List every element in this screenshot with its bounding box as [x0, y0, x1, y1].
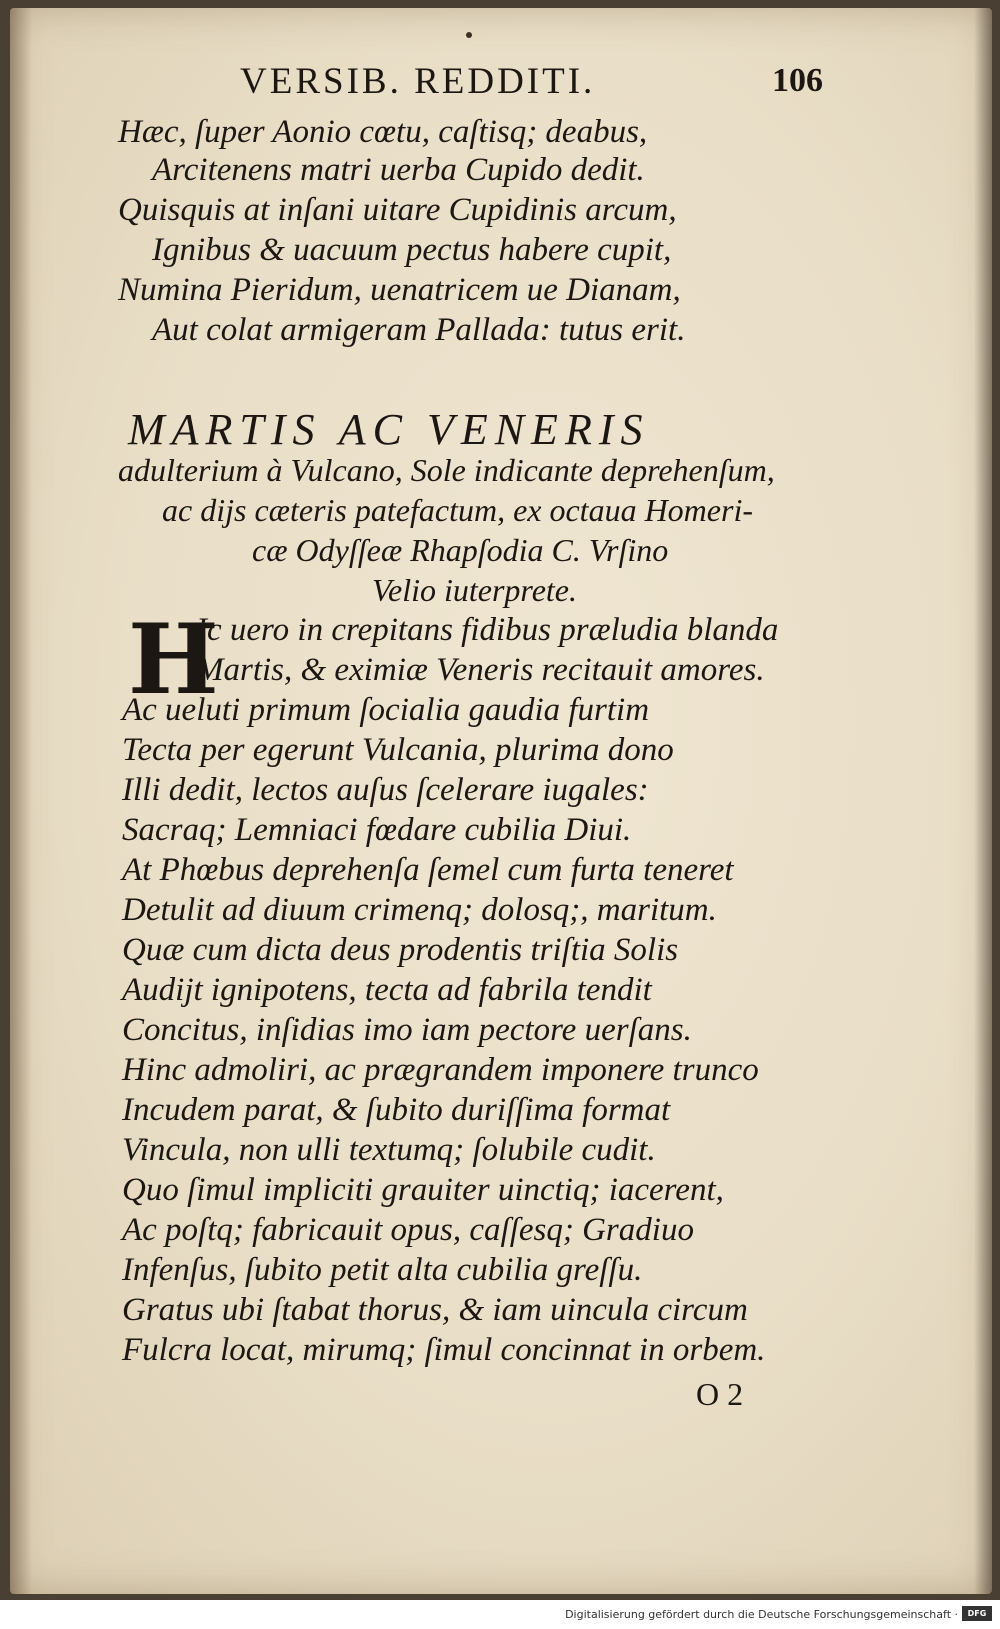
digitization-footer: [0, 1600, 1000, 1629]
verse-line: Ic uero in crepitans fidibus præludia blanda: [196, 612, 779, 648]
verse-line: Numina Pieridum, uenatricem ue Dianam,: [118, 272, 681, 308]
funding-credit: Digitalisierung gefördert durch die Deutsche Forschungsgemeinschaft ·: [565, 1608, 958, 1621]
verse-line: Hinc admoliri, ac prægrandem imponere trunco: [122, 1052, 759, 1088]
verse-line: At Phœbus deprehenſa ſemel cum furta teneret: [122, 852, 734, 888]
verse-line: Vincula, non ulli textumq; ſolubile cudit.: [122, 1132, 656, 1168]
verse-line: Quisquis at inſani uitare Cupidinis arcum,: [118, 192, 677, 228]
drop-cap: H: [128, 603, 219, 716]
verse-line: Arcitenens matri uerba Cupido dedit.: [152, 152, 645, 188]
verse-line: Detulit ad diuum crimenq; dolosq;, maritum.: [122, 892, 717, 928]
running-head: VERSIB. REDDITI.: [240, 61, 596, 102]
verse-line: Ac ueluti primum ſocialia gaudia furtim: [122, 692, 650, 728]
verse-line: Infenſus, ſubito petit alta cubilia greſſu.: [122, 1252, 643, 1288]
verse-line: Audijt ignipotens, tecta ad fabrila tendit: [122, 972, 652, 1008]
verse-line: Incudem parat, & ſubito duriſſima format: [122, 1092, 671, 1128]
dfg-logo-icon: DFG: [962, 1606, 992, 1621]
section-subtitle: ac dijs cæteris patefactum, ex octaua Homeri-: [162, 492, 753, 528]
verse-line: Ignibus & uacuum pectus habere cupit,: [152, 232, 672, 268]
verse-line: Martis, & eximiæ Veneris recitauit amores.: [196, 652, 765, 688]
verse-line: Sacraq; Lemniaci fœdare cubilia Diui.: [122, 812, 632, 848]
verse-line: Gratus ubi ſtabat thorus, & iam uincula circum: [122, 1292, 748, 1328]
section-title: MARTIS AC VENERIS: [128, 405, 650, 454]
verse-line: Aut colat armigeram Pallada: tutus erit.: [152, 312, 686, 348]
signature-mark: O 2: [696, 1376, 744, 1412]
section-subtitle: cæ Odyſſeæ Rhapſodia C. Vrſino: [252, 532, 669, 568]
verse-line: Concitus, inſidias imo iam pectore uerſans.: [122, 1012, 692, 1048]
ink-spot: [466, 32, 472, 38]
verse-line: Hæc, ſuper Aonio cœtu, caſtisq; deabus,: [118, 114, 648, 150]
section-subtitle: Velio iuterprete.: [372, 572, 577, 608]
verse-line: Fulcra locat, mirumq; ſimul concinnat in orbem.: [122, 1332, 766, 1368]
verse-line: Illi dedit, lectos auſus ſcelerare iugales:: [122, 772, 649, 808]
verse-line: Tecta per egerunt Vulcania, plurima dono: [122, 732, 674, 768]
verse-line: Ac poſtq; fabricauit opus, caſſesq; Gradiuo: [122, 1212, 694, 1248]
verse-line: Quo ſimul impliciti grauiter uinctiq; iacerent,: [122, 1172, 724, 1208]
page-number: 106: [772, 62, 823, 99]
verse-line: Quæ cum dicta deus prodentis triſtia Solis: [122, 932, 679, 968]
section-subtitle: adulterium à Vulcano, Sole indicante deprehenſum,: [118, 452, 775, 488]
book-page: [10, 8, 992, 1594]
